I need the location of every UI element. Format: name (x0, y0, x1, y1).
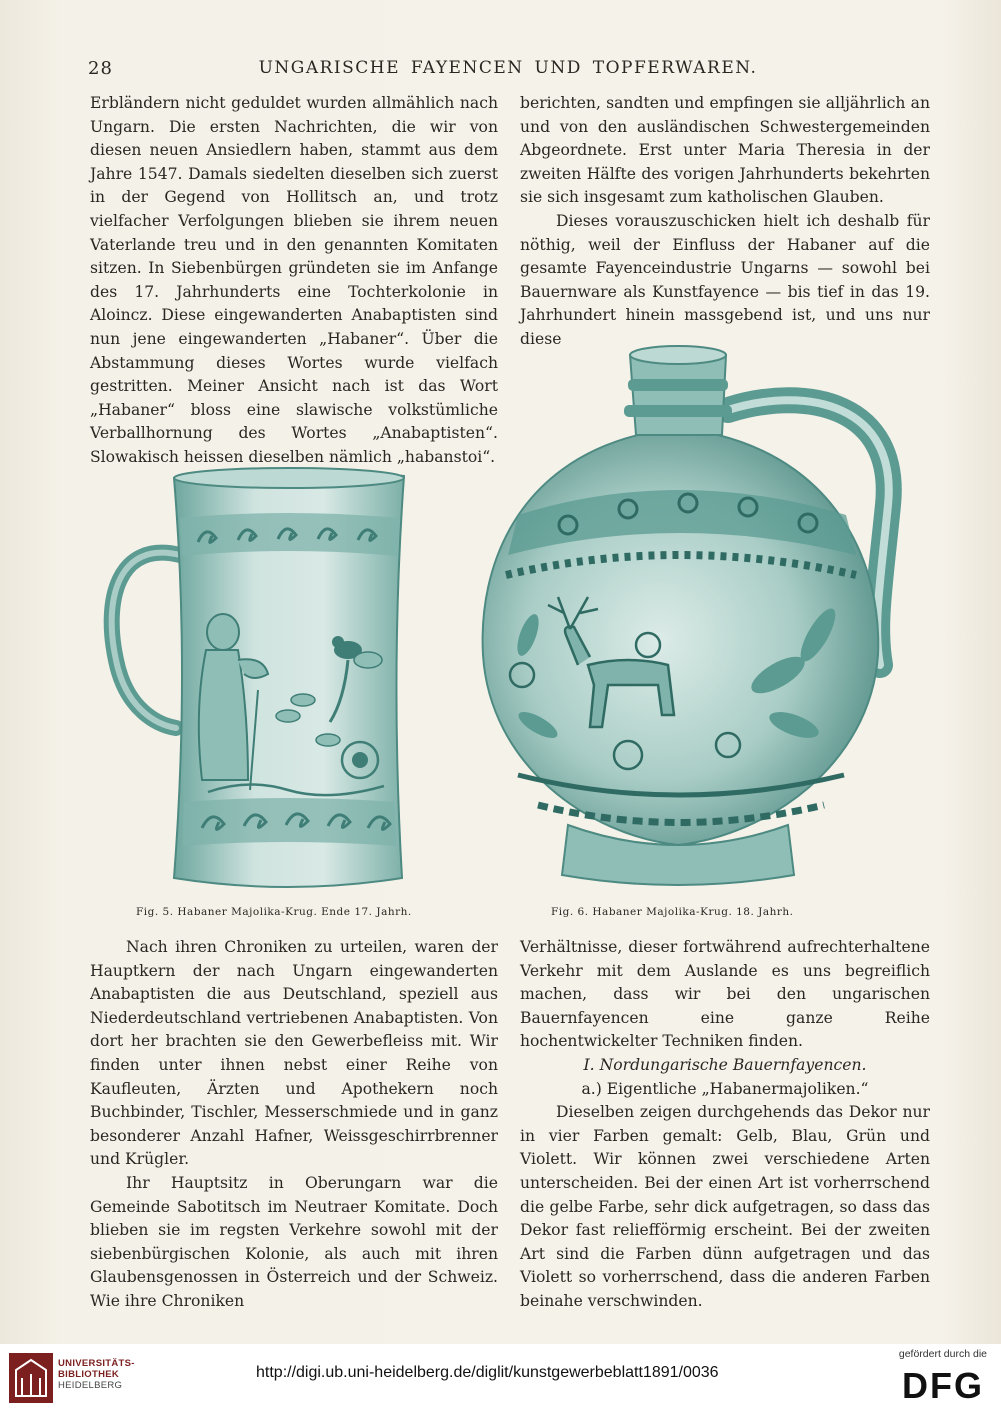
library-line: BIBLIOTHEK (58, 1369, 120, 1380)
paragraph: Nach ihren Chroniken zu urteilen, waren der Hauptkern der nach Ungarn eingewanderten Anabaptisten die aus Deutschland, speziell aus Niederdeutschland vertriebenen Anabaptisten. Von dort her brachten sie den Gewerbefleiss mit. Wir finden unter ihnen nebst einer Reihe von Kaufleuten, Ärzten und Apothekern noch Buchbinder, Tischler, Messerschmiede und in ganz besonderer Anzahl Hafner, Weissgeschirrbrenner und Krügler. (90, 938, 498, 1169)
running-head (88, 58, 928, 88)
dfg-logo-text: DFG (902, 1366, 984, 1404)
column-bottom-left (90, 936, 498, 1314)
jug-illustration (478, 335, 916, 900)
column-bottom-right (520, 936, 930, 1314)
tankard-illustration (98, 460, 496, 900)
funded-by-label: gefördert durch die (898, 1348, 987, 1360)
paragraph: Erbländern nicht geduldet wurden allmählich nach Ungarn. Die ersten Nachrichten, die wir von diesen neuen Ansiedlern haben, stammt aus dem Jahre 1547. Damals siedelten dieselben sich zuerst in der Gegend von Hollitsch an, und trotz vielfacher Verfolgungen blieben sie ihrem neuen Vaterlande treu und in den genannten Komitaten sitzen. In Siebenbürgen gründeten sie im Anfange des 17. Jahrhunderts eine Tochterkolonie in Aloincz. Diese eingewanderten Anabaptisten sind nun jene eingewanderten „Habaner“. Über die Abstammung dieses Wortes wurde vielfach gestritten. Meiner Ansicht nach ist das Wort „Habaner“ bloss eine slawische volkstümliche Verballhornung des Wortes „Anabaptisten“. Slowakisch heissen dieselben nämlich „habanstoi“. (90, 94, 498, 466)
page-title: UNGARISCHE FAYENCEN UND TOPFERWAREN. (258, 58, 758, 78)
paragraph: berichten, sandten und empfingen sie alljährlich an und von den ausländischen Schwestergemeinden Abgeordnete. Erst unter Maria Theresia in der zweiten Hälfte des vorigen Jahrhunderts bekehrten sie sich insgesamt zum katholischen Glauben. (520, 94, 930, 207)
figure-6-caption: Fig. 6. Habaner Majolika-Krug. 18. Jahrh. (551, 906, 794, 918)
figure-5-tankard (98, 460, 496, 900)
footer (0, 1344, 1001, 1412)
paragraph: Verhältnisse, dieser fortwährend aufrechterhaltene Verkehr mit dem Auslande es uns begreiflich machen, dass wir bei den ungarischen Bauernfayencen eine ganze Reihe hochentwickelter Techniken finden. (520, 938, 930, 1051)
column-top-left (90, 92, 498, 470)
figure-5-caption: Fig. 5. Habaner Majolika-Krug. Ende 17. Jahrh. (136, 906, 412, 918)
section-heading: I. Nordungarische Bauernfayencen. (583, 1055, 867, 1074)
paragraph: Dieselben zeigen durchgehends das Dekor nur in vier Farben gemalt: Gelb, Blau, Grün und Violett. Wir können zwei verschiedene Arten unterscheiden. Bei der einen Art ist vorherrschend die gelbe Farbe, sehr dick aufgetragen, so dass das Dekor fast reliefförmig erscheint. Bei der zweiten Art sind die Farben dünn aufgetragen und das Violett so vorherrschend, dass die anderen Farben beinahe verschwinden. (520, 1103, 930, 1310)
paragraph: Dieses vorauszuschicken hielt ich deshalb für nöthig, weil der Einfluss der Habaner auf die gesamte Fayenceindustrie Ungarns — sowohl bei Bauernware als Kunstfayence — bis tief in das 19. Jahrhundert hinein massgebend ist, und uns nur diese (520, 211, 930, 348)
subsection-heading: a.) Eigentliche „Habanermajoliken.“ (581, 1079, 869, 1098)
dfg-logo-icon (897, 1366, 989, 1404)
paragraph: Ihr Hauptsitz in Oberungarn war die Gemeinde Sabotitsch im Neutraer Komitate. Doch blieben sie im regsten Verkehre sowohl mit der siebenbürgischen Kolonie, als auch mit ihren Glaubensgenossen in Österreich und der Schweiz. Wie ihre Chroniken (90, 1173, 498, 1310)
column-top-right (520, 92, 930, 352)
library-name (58, 1358, 135, 1391)
page-number: 28 (88, 58, 113, 79)
library-line: UNIVERSITÄTS- (58, 1358, 135, 1369)
permalink-url[interactable]: http://digi.ub.uni-heidelberg.de/diglit/kunstgewerbeblatt1891/0036 (256, 1364, 719, 1381)
figure-6-jug (478, 335, 916, 900)
library-seal-icon (8, 1352, 54, 1404)
library-line: HEIDELBERG (58, 1380, 123, 1391)
